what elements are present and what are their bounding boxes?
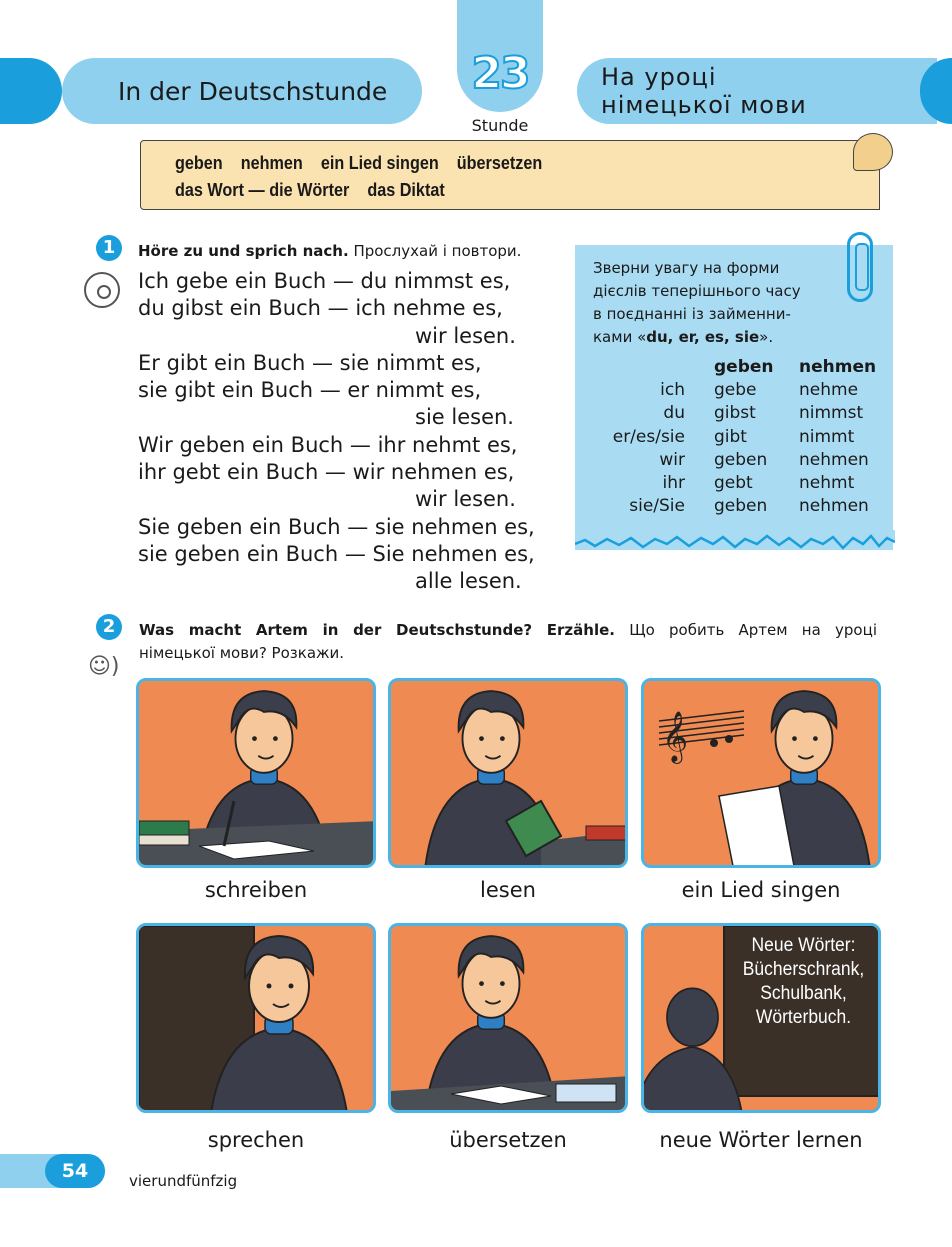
picture-caption: schreiben (204, 878, 308, 902)
pronoun-cell: wir (659, 449, 685, 470)
lesson-title-ua-line2: німецької мови (601, 91, 807, 119)
page-number: 54 (45, 1154, 105, 1188)
audio-cd-icon (84, 272, 120, 308)
poem-line: Wir geben ein Buch — ihr nehmt es, (138, 432, 518, 457)
picture-caption: neue Wörter lernen (659, 1128, 863, 1152)
picture-writing (136, 678, 376, 868)
blackboard-text (732, 934, 875, 1030)
paperclip-icon (847, 232, 873, 302)
note-torn-edge (575, 530, 895, 554)
exercise-1-instruction-de: Höre zu und sprich nach. (138, 242, 349, 260)
picture-caption: ein Lied singen (681, 878, 841, 902)
geben-cell: gibst (714, 403, 756, 424)
note-pronouns: du, er, es, sie (646, 328, 760, 346)
nehmen-cell: nimmst (799, 403, 864, 424)
lesson-title-ua-line1: На уроці (601, 63, 717, 91)
conjugation-row (585, 449, 885, 472)
conjugation-row (585, 472, 885, 495)
lesson-title-ua (577, 58, 937, 124)
geben-cell: gebe (714, 380, 757, 401)
header-nehmen: nehmen (799, 357, 877, 377)
poem-line: sie lesen. (415, 405, 514, 430)
note-line-2: дієслів теперішнього часу (593, 282, 801, 300)
grammar-note-text (593, 257, 883, 349)
blackboard-line: Neue Wörter: (751, 935, 856, 956)
nehmen-cell: nehme (799, 380, 859, 401)
geben-cell: geben (714, 496, 768, 517)
lesson-number: 23 (471, 48, 529, 99)
blackboard-line: Wörterbuch. (755, 1007, 852, 1028)
svg-text:𝄞: 𝄞 (662, 711, 689, 762)
conjugation-row (585, 379, 885, 402)
picture-reading (388, 678, 628, 868)
geben-cell: gibt (714, 426, 747, 447)
pronoun-cell: ihr (662, 472, 685, 493)
poem-line: Sie geben ein Buch — sie nehmen es, (138, 514, 535, 539)
poem-line: wir lesen. (415, 487, 516, 512)
lesson-title-de (62, 58, 422, 124)
vocabulary-scroll (140, 140, 880, 210)
exercise-1-poem (138, 268, 558, 596)
nehmen-cell: nehmen (799, 496, 869, 517)
exercise-1-instruction (138, 239, 521, 263)
note-line-4 (593, 326, 883, 349)
nehmen-cell: nimmt (799, 426, 855, 447)
poem-line: sie gibt ein Buch — er nimmt es, (138, 378, 482, 403)
header-left-tab (0, 58, 62, 124)
note-line-1: Зверни увагу на форми (593, 259, 780, 277)
poem-line: wir lesen. (415, 323, 516, 348)
vocabulary-line-2: das Wort — die Wörter das Diktat (175, 180, 445, 200)
poem-line: Ich gebe ein Buch — du nimmst es, (138, 269, 511, 293)
picture-caption: lesen (480, 878, 536, 902)
poem-line: alle lesen. (415, 569, 522, 594)
picture-translating (388, 923, 628, 1113)
exercise-1-instruction-ua: Прослухай і повтори. (353, 242, 522, 260)
scroll-curl-icon (853, 133, 893, 171)
nehmen-cell: nehmt (799, 472, 855, 493)
conjugation-row (585, 402, 885, 425)
blackboard-line: Schulbank, (760, 983, 847, 1004)
poem-line: Er gibt ein Buch — sie nimmt es, (138, 350, 482, 375)
nehmen-cell: nehmen (799, 449, 869, 470)
vocabulary-line-1: geben nehmen ein Lied singen übersetzen (175, 153, 543, 173)
header-geben: geben (714, 357, 774, 377)
conjugation-header (585, 356, 885, 379)
conjugation-rows (585, 379, 885, 518)
conjugation-row (585, 495, 885, 518)
poem-line: ihr gebt ein Buch — wir nehmen es, (138, 460, 515, 485)
exercise-2-instruction-ua-1: Що робить Артем на уроці (629, 621, 877, 639)
conjugation-table (585, 356, 885, 518)
geben-cell: geben (714, 449, 768, 470)
picture-singing (641, 678, 881, 868)
lesson-label: Stunde (471, 116, 529, 135)
pronoun-cell: sie/Sie (629, 496, 685, 517)
pronoun-cell: du (663, 403, 685, 424)
pronoun-cell: er/es/sie (612, 426, 685, 447)
exercise-2-instruction-de: Was macht Artem in der Deutschstunde? Erzähle. (139, 621, 615, 639)
exercise-1-badge: 1 (96, 235, 122, 261)
picture-board (641, 923, 881, 1113)
poem-line: sie geben ein Buch — Sie nehmen es, (138, 541, 535, 566)
exercise-2-badge: 2 (96, 614, 122, 640)
lesson-title-de-text: In der Deutschstunde (118, 76, 388, 106)
pronoun-cell: ich (660, 380, 685, 401)
picture-caption: sprechen (207, 1128, 305, 1152)
picture-caption: übersetzen (449, 1128, 567, 1152)
geben-cell: gebt (714, 472, 753, 493)
page-number-word: vierundfünfzig (129, 1172, 238, 1190)
note-line-4-suffix: ». (759, 328, 774, 346)
poem-line: du gibst ein Buch — ich nehme es, (138, 296, 503, 321)
exercise-2-instruction-line1 (139, 618, 877, 642)
blackboard-line: Bücherschrank, (742, 959, 865, 980)
note-line-3: в поєднанні із займенни- (593, 305, 791, 323)
speaking-face-icon: ☺︎) (88, 654, 120, 679)
exercise-2-instruction-line2: німецької мови? Розкажи. (139, 644, 345, 662)
note-line-4-prefix: ками « (593, 328, 647, 346)
picture-speaking (136, 923, 376, 1113)
conjugation-row (585, 426, 885, 449)
